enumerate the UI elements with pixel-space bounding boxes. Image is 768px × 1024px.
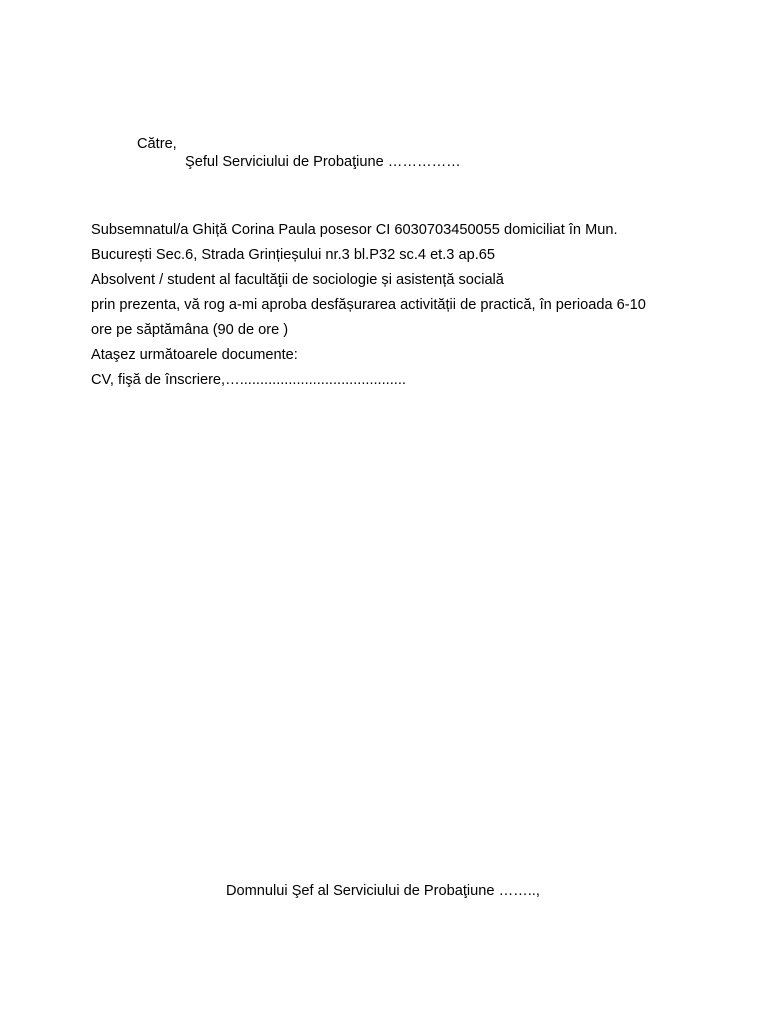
- body-line-hours: ore pe săptămâna (90 de ore ): [91, 322, 289, 338]
- body-line-attachments-list: CV, fişă de înscriere,….........................................: [91, 372, 406, 388]
- body-line-applicant: Subsemnatul/a Ghiță Corina Paula posesor CI 6030703450055 domiciliat în Mun.: [91, 222, 618, 238]
- closing-salutation: Domnului Şef al Serviciului de Probaţiune ……..,: [226, 883, 540, 899]
- body-line-attachments-heading: Ataşez următoarele documente:: [91, 347, 298, 363]
- request-body: [91, 218, 701, 393]
- addressee-recipient: Şeful Serviciului de Probaţiune ……………: [185, 154, 461, 170]
- body-line-request: prin prezenta, vă rog a-mi aproba desfășurarea activității de practică, în perioada 6-10: [91, 297, 646, 313]
- body-line-faculty: Absolvent / student al facultăţii de sociologie și asistență socială: [91, 272, 504, 288]
- addressee-greeting: Către,: [137, 136, 177, 152]
- body-line-address: București Sec.6, Strada Grințieșului nr.3 bl.P32 sc.4 et.3 ap.65: [91, 247, 495, 263]
